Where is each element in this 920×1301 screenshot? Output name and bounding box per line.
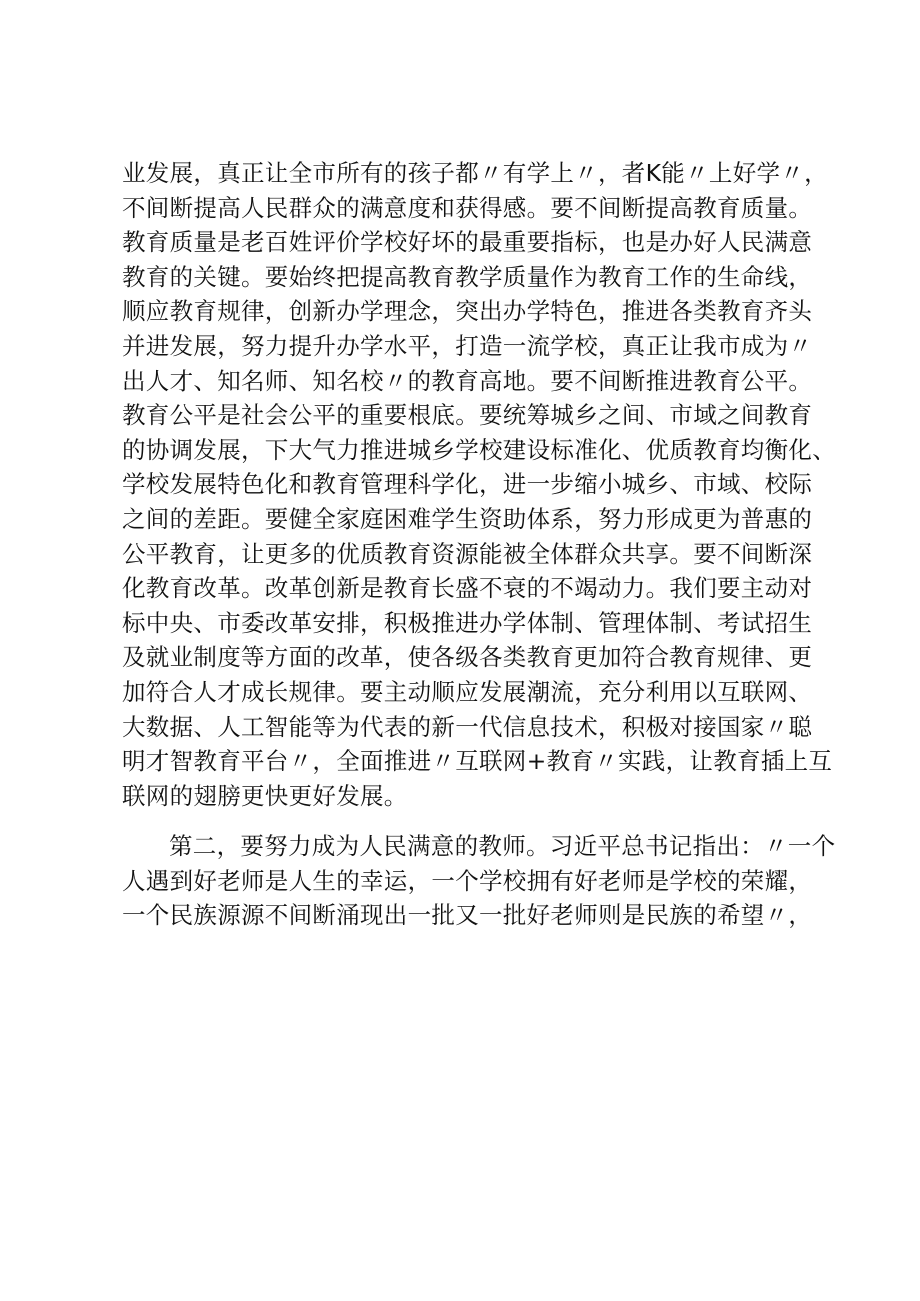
text-line: 不间断提高人民群众的满意度和获得感。要不间断提高教育质量。 [122, 193, 813, 222]
text-line: 公平教育，让更多的优质教育资源能被全体群众共享。要不间断深 [122, 539, 813, 568]
text-line: 出人才、知名师、知名校〃的教育高地。要不间断推进教育公平。 [122, 366, 813, 395]
text-line: 及就业制度等方面的改革，使各级各类教育更加符合教育规律、更 [122, 643, 813, 672]
text-line: 业发展，真正让全市所有的孩子都〃有学上〃，者K能〃上好学〃， [122, 159, 828, 187]
text-line: 学校发展特色化和教育管理科学化，进一步缩小城乡、市域、校际 [122, 470, 813, 499]
paragraph-2 [122, 829, 836, 933]
text-line: 教育的关键。要始终把提高教育教学质量作为教育工作的生命线， [122, 262, 813, 291]
text-line: 教育公平是社会公平的重要根底。要统筹城乡之间、市域之间教育 [122, 401, 813, 430]
text-line: 大数据、人工智能等为代表的新一代信息技术，积极对接国家〃聪 [122, 712, 813, 741]
text-line: 一个民族源源不间断涌现出一批又一批好老师则是民族的希望〃， [122, 901, 813, 930]
text-line: 顺应教育规律，创新办学理念，突出办学特色，推进各类教育齐头 [122, 297, 813, 326]
text-line: 第二，要努力成为人民满意的教师。习近平总书记指出：〃一个 [169, 832, 836, 861]
text-line: 之间的差距。要健全家庭困难学生资助体系，努力形成更为普惠的 [122, 504, 813, 533]
text-line: 并进发展，努力提升办学水平，打造一流学校，真正让我市成为〃 [122, 331, 813, 360]
body-text [122, 156, 836, 933]
text-line: 联网的翅膀更快更好发展。 [122, 781, 408, 810]
text-line: 明才智教育平台〃，全面推进〃互联网+教育〃实践，让教育插上互 [122, 747, 833, 776]
text-line: 教育质量是老百姓评价学校好坏的最重要指标，也是办好人民满意 [122, 228, 813, 257]
text-line: 人遇到好老师是人生的幸运，一个学校拥有好老师是学校的荣耀， [122, 866, 813, 895]
text-line: 加符合人才成长规律。要主动顺应发展潮流，充分利用以互联网、 [122, 677, 813, 706]
text-line: 的协调发展，下大气力推进城乡学校建设标准化、优质教育均衡化、 [122, 435, 836, 464]
paragraph-1 [122, 156, 836, 813]
text-line: 标中央、市委改革安排，积极推进办学体制、管理体制、考试招生 [122, 608, 813, 637]
text-line: 化教育改革。改革创新是教育长盛不衰的不竭动力。我们要主动对 [122, 574, 813, 603]
